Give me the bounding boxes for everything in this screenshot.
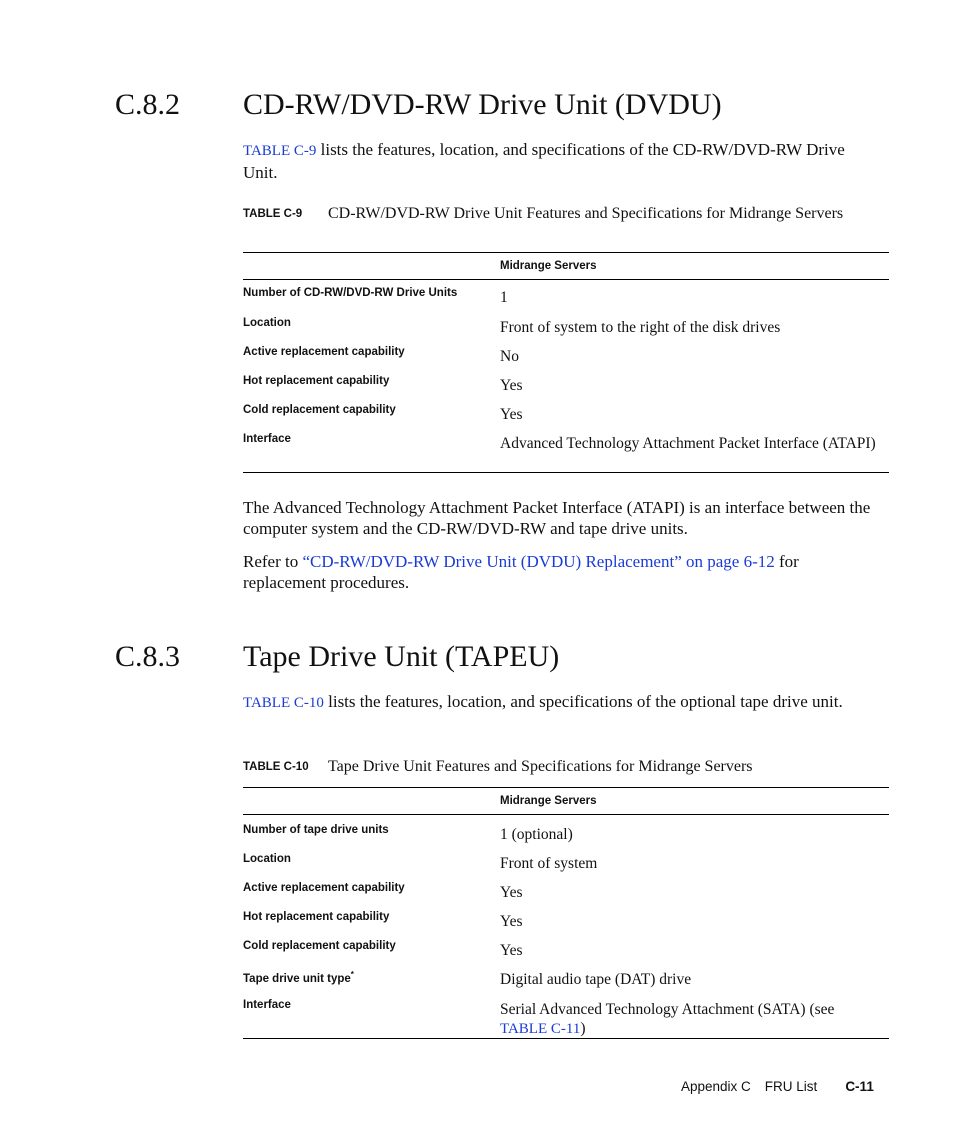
footer-chapter: FRU List <box>764 1079 818 1094</box>
table-bottom-rule <box>243 1038 889 1039</box>
column-header: Midrange Servers <box>500 260 597 272</box>
table-header <box>243 787 889 815</box>
row-value-suffix: ) <box>580 1020 586 1037</box>
row-label <box>243 968 354 986</box>
row-value: 1 (optional) <box>500 826 573 843</box>
intro-paragraph <box>243 691 873 714</box>
section-number: C.8.2 <box>115 88 181 121</box>
row-value: Yes <box>500 884 523 901</box>
page-footer <box>681 1079 874 1094</box>
footer-section: Appendix C <box>681 1079 751 1094</box>
section-title: CD-RW/DVD-RW Drive Unit (DVDU) <box>243 88 722 121</box>
section-number: C.8.3 <box>115 640 181 673</box>
row-label: Location <box>243 853 291 865</box>
row-label: Active replacement capability <box>243 882 405 894</box>
table-link[interactable]: TABLE C-10 <box>243 695 324 711</box>
table-link[interactable]: TABLE C-9 <box>243 143 317 159</box>
table-caption-text: CD-RW/DVD-RW Drive Unit Features and Specifications for Midrange Servers <box>328 205 844 222</box>
row-label: Hot replacement capability <box>243 375 390 387</box>
row-label: Location <box>243 317 291 329</box>
table-label: TABLE C-10 <box>243 761 309 773</box>
section-title: Tape Drive Unit (TAPEU) <box>243 640 560 673</box>
specs-table <box>243 252 889 452</box>
intro-paragraph <box>243 139 873 183</box>
column-header: Midrange Servers <box>500 795 597 807</box>
row-value: Digital audio tape (DAT) drive <box>500 971 692 988</box>
row-label: Interface <box>243 433 291 445</box>
table-bottom-rule <box>243 472 889 473</box>
refer-paragraph <box>243 551 873 593</box>
intro-text: lists the features, location, and specifications of the optional tape drive unit. <box>323 692 843 711</box>
row-value: Yes <box>500 406 523 423</box>
row-value: Advanced Technology Attachment Packet Interface (ATAPI) <box>500 435 876 452</box>
row-label: Hot replacement capability <box>243 911 390 923</box>
specs-table <box>243 787 889 1037</box>
row-label: Number of CD-RW/DVD-RW Drive Units <box>243 287 458 299</box>
table-caption-text: Tape Drive Unit Features and Specifications for Midrange Servers <box>328 758 753 775</box>
row-label: Active replacement capability <box>243 346 405 358</box>
replacement-link[interactable]: “CD-RW/DVD-RW Drive Unit (DVDU) Replacement” on page 6-12 <box>302 552 775 571</box>
row-value: Yes <box>500 942 523 959</box>
row-value: Front of system <box>500 855 598 872</box>
atapi-paragraph: The Advanced Technology Attachment Packet Interface (ATAPI) is an interface between the computer system and the CD-RW/DVD-RW and tape drive units. <box>243 498 871 538</box>
row-value <box>500 1000 885 1039</box>
row-label: Interface <box>243 999 291 1011</box>
intro-text: lists the features, location, and specifications of the CD-RW/DVD-RW Drive Unit. <box>243 140 845 182</box>
table-header <box>243 252 889 280</box>
page-number: C-11 <box>845 1079 874 1094</box>
row-label: Cold replacement capability <box>243 404 396 416</box>
row-value: Front of system to the right of the disk drives <box>500 319 781 336</box>
table-link[interactable]: TABLE C-11 <box>500 1021 581 1037</box>
row-value-text: Serial Advanced Technology Attachment (SATA) (see <box>500 1001 835 1018</box>
row-value: No <box>500 348 519 365</box>
row-label-text: Tape drive unit type <box>243 972 351 985</box>
table-label: TABLE C-9 <box>243 208 303 220</box>
row-label: Cold replacement capability <box>243 940 396 952</box>
row-value: 1 <box>500 289 508 306</box>
refer-suffix: for replacement procedures. <box>243 552 799 592</box>
table-caption <box>243 205 889 222</box>
row-value: Yes <box>500 377 523 394</box>
table-caption <box>243 758 889 775</box>
footnote-marker[interactable]: * <box>350 970 354 979</box>
row-label: Number of tape drive units <box>243 824 389 836</box>
row-value: Yes <box>500 913 523 930</box>
refer-prefix: Refer to <box>243 552 303 571</box>
